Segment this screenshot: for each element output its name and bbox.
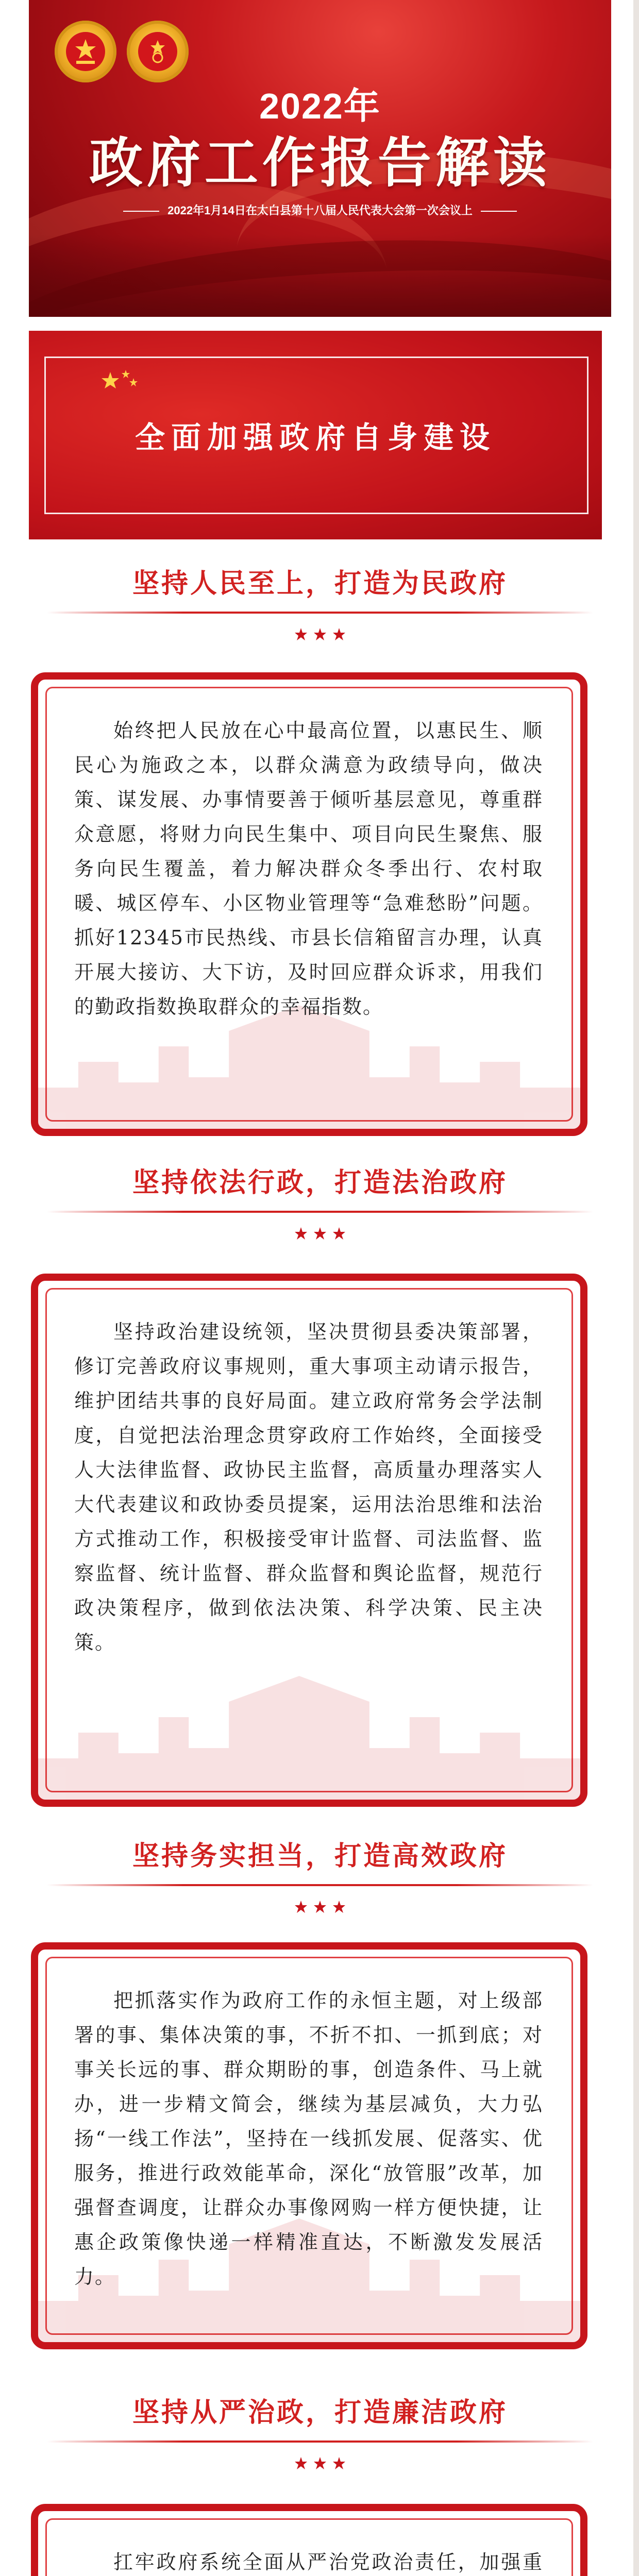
section-divider-line [47, 1211, 593, 1213]
section-divider-line [47, 1884, 593, 1886]
section-title: 坚持务实担当，打造高效政府 [132, 1840, 508, 1872]
topic-stars-icon [95, 367, 146, 398]
cppcc-emblem-icon [127, 21, 189, 82]
city-silhouette [29, 234, 611, 317]
subtitle-rule-right [481, 211, 517, 212]
building-watermark [38, 1655, 580, 1800]
topic-title: 全面加强政府自身建设 [134, 420, 496, 455]
topic-card [29, 331, 602, 539]
section-header [29, 1161, 611, 1246]
section-title: 坚持人民至上，打造为民政府 [132, 568, 508, 599]
section-body: 坚持政治建设统领，坚决贯彻县委决策部署，修订完善政府议事规则，重大事项主动请示报告，维护团结共事的良好局面。建立政府常务会学法制度，自觉把法治理念贯穿政府工作始终，全面接受人大法律监督、政协民主监督，高质量办理落实人大代表建议和政协委员提案，运用法治思维和法治方式推动工作，积极接受审计监督、司法监督、监察监督、统计监督、群众监督和舆论监督，规范行政决策程序，做到依法决策、科学决策、民主决策。 [74, 1320, 543, 1654]
section-card [31, 1274, 587, 1807]
header-banner [29, 0, 611, 317]
report-year: 2022年 [259, 86, 381, 126]
national-emblem-icon [55, 21, 116, 82]
section-card [31, 2504, 587, 2576]
right-edge-strip [633, 0, 639, 2576]
section-title: 坚持依法行政，打造法治政府 [132, 1167, 508, 1198]
section-title: 坚持从严治政，打造廉洁政府 [132, 2397, 508, 2428]
banner-title: 政府工作报告解读 [89, 131, 551, 194]
section-card [31, 672, 587, 1136]
three-stars-icon [292, 626, 348, 645]
three-stars-icon [292, 2455, 348, 2473]
section-header [29, 1834, 611, 1919]
subtitle-rule-left [123, 211, 159, 212]
section-header [29, 2391, 611, 2476]
section-divider-line [47, 612, 593, 614]
section-body: 扛牢政府系统全面从严治党政治责任，加强重 [113, 2551, 543, 2573]
three-stars-icon [292, 1225, 348, 1244]
section-card [31, 1942, 587, 2349]
three-stars-icon [292, 1899, 348, 1917]
section-body: 始终把人民放在心中最高位置，以惠民生、顺民心为施政之本，以群众满意为政绩导向，做决策、谋发展、办事情要善于倾听基层意见，尊重群众意愿，将财力向民生集中、项目向民生聚焦、服务向民生覆盖，着力解决群众冬季出行、农村取暖、城区停车、小区物业管理等“急难愁盼”问题。抓好12345市民热线、市县长信箱留言办理，认真开展大接访、大下访，及时回应群众诉求，用我们的勤政指数换取群众的幸福指数。 [74, 719, 543, 1018]
banner-subtitle [29, 202, 611, 218]
section-header [29, 562, 611, 647]
section-body: 把抓落实作为政府工作的永恒主题，对上级部署的事、集体决策的事，不折不扣、一抓到底；对事关长远的事、群众期盼的事，创造条件、马上就办，进一步精文简会，继续为基层减负，大力弘扬“一线工作法”，坚持在一线抓发展、促落实、优服务，推进行政效能革命，深化“放管服”改革，加强督查调度，让群众办事像网购一样方便快捷，让惠企政策像快递一样精准直达，不断激发发展活力。 [74, 1989, 543, 2288]
section-divider-line [47, 2441, 593, 2443]
subtitle-text: 2022年1月14日在太白县第十八届人民代表大会第一次会议上 [167, 204, 473, 217]
